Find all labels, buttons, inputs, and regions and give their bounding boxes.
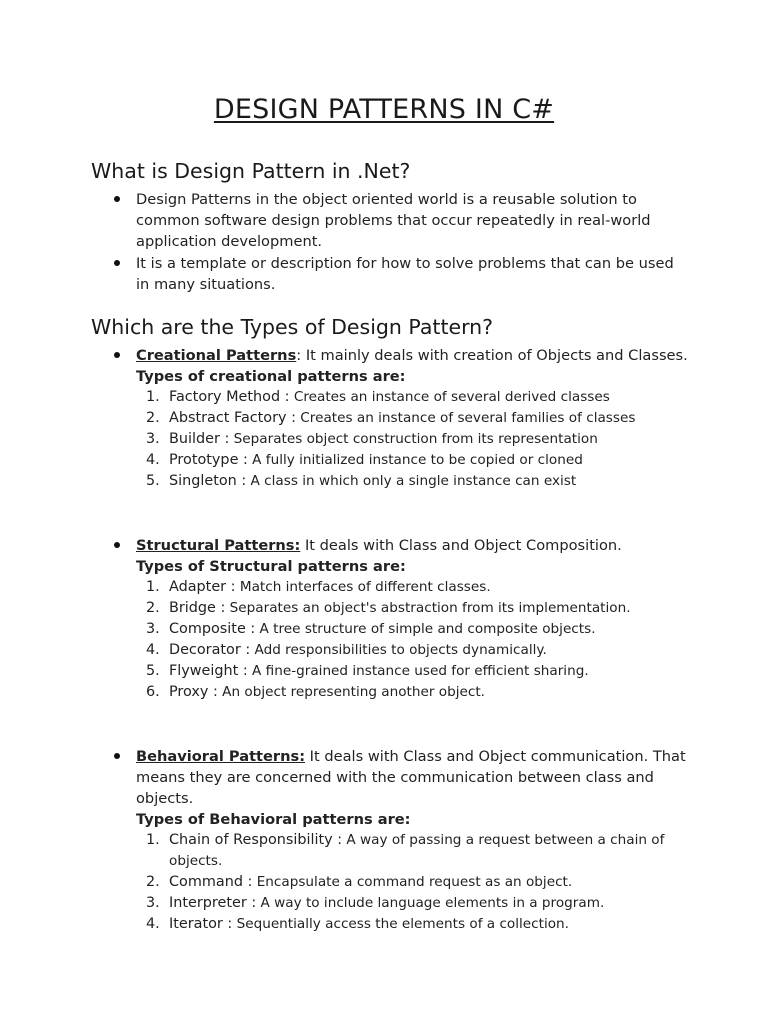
behavioral-summary: It deals with Class and Object communication. That means they are concerned with the communication between class and objects. [136, 748, 686, 807]
structural-subheading: Types of Structural patterns are: [136, 558, 406, 575]
bullet-icon [114, 753, 120, 759]
item-name: Prototype : [169, 452, 248, 468]
item-number: 4. [146, 916, 160, 932]
list-item [136, 408, 691, 429]
list-item [136, 640, 691, 661]
item-number: 5. [146, 663, 160, 679]
item-number: 3. [146, 431, 160, 447]
list-item [136, 682, 691, 703]
item-number: 6. [146, 684, 160, 700]
types-heading: Which are the Types of Design Pattern? [91, 315, 494, 339]
list-item [91, 253, 691, 295]
list-item [136, 619, 691, 640]
behavioral-subheading: Types of Behavioral patterns are: [136, 811, 411, 828]
item-name: Decorator : [169, 642, 251, 658]
list-item [91, 189, 691, 252]
list-item [136, 598, 691, 619]
list-item [136, 893, 691, 914]
list-item [136, 577, 691, 598]
document-title: DESIGN PATTERNS IN C# [213, 94, 555, 125]
item-name: Interpreter : [169, 895, 257, 911]
structural-group [91, 535, 691, 745]
list-item [136, 450, 691, 471]
intro-bullet-list [91, 189, 691, 295]
list-item [136, 661, 691, 682]
item-number: 1. [146, 579, 160, 595]
list-item [136, 429, 691, 450]
item-desc: A fine-grained instance used for efficient sharing. [247, 663, 589, 679]
creational-summary: It mainly deals with creation of Objects and Classes. [301, 347, 688, 364]
structural-list [136, 577, 691, 703]
item-name: Composite : [169, 621, 256, 637]
item-number: 3. [146, 895, 160, 911]
bullet-icon [114, 352, 120, 358]
types-bullet-list [91, 345, 691, 935]
creational-separator: : [296, 347, 302, 364]
intro-section [91, 158, 691, 296]
item-desc: A tree structure of simple and composite objects. [255, 621, 596, 637]
item-desc: Creates an instance of several derived classes [289, 389, 610, 405]
item-name: Singleton : [169, 473, 247, 489]
behavioral-group [91, 746, 691, 935]
list-item [136, 471, 691, 492]
item-name: Chain of Responsibility : [169, 832, 343, 848]
list-item [136, 872, 691, 893]
item-name: Iterator : [169, 916, 233, 932]
creational-subheading: Types of creational patterns are: [136, 368, 406, 385]
item-name: Proxy : [169, 684, 218, 700]
item-number: 2. [146, 600, 160, 616]
item-number: 4. [146, 452, 160, 468]
spacer [136, 492, 691, 534]
structural-name: Structural Patterns: [136, 537, 301, 554]
item-number: 1. [146, 389, 160, 405]
list-item [136, 914, 691, 935]
creational-name: Creational Patterns [136, 347, 297, 364]
list-item [136, 387, 691, 408]
item-desc: Creates an instance of several families of classes [295, 410, 636, 426]
types-section [91, 314, 691, 936]
item-number: 2. [146, 874, 160, 890]
item-number: 5. [146, 473, 160, 489]
behavioral-list [136, 830, 691, 935]
item-name: Builder : [169, 431, 230, 447]
intro-heading: What is Design Pattern in .Net? [91, 159, 411, 183]
item-desc: An object representing another object. [217, 684, 485, 700]
item-name: Abstract Factory : [169, 410, 296, 426]
item-desc: Match interfaces of different classes. [235, 579, 491, 595]
item-desc: A way of passing a request between a chain of objects. [169, 832, 665, 869]
item-desc: A fully initialized instance to be copied or cloned [247, 452, 583, 468]
bullet-icon [114, 260, 120, 266]
item-number: 2. [146, 410, 160, 426]
spacer [136, 703, 691, 745]
creational-list [136, 387, 691, 492]
item-number: 4. [146, 642, 160, 658]
list-item [136, 830, 691, 872]
intro-bullet-text: Design Patterns in the object oriented world is a reusable solution to common software design problems that occur repeatedly in real-world application development. [136, 191, 651, 250]
item-desc: Encapsulate a command request as an object. [252, 874, 573, 890]
behavioral-name: Behavioral Patterns: [136, 748, 306, 765]
item-desc: A way to include language elements in a program. [256, 895, 605, 911]
intro-bullet-text: It is a template or description for how to solve problems that can be used in many situations. [136, 255, 674, 293]
item-name: Flyweight : [169, 663, 248, 679]
bullet-icon [114, 196, 120, 202]
creational-group [91, 345, 691, 534]
item-desc: A class in which only a single instance can exist [246, 473, 577, 489]
item-name: Command : [169, 874, 253, 890]
item-number: 3. [146, 621, 160, 637]
item-name: Factory Method : [169, 389, 290, 405]
item-number: 1. [146, 832, 160, 848]
item-name: Adapter : [169, 579, 236, 595]
bullet-icon [114, 542, 120, 548]
item-desc: Sequentially access the elements of a collection. [232, 916, 569, 932]
item-desc: Separates object construction from its representation [229, 431, 598, 447]
structural-summary: It deals with Class and Object Composition. [300, 537, 622, 554]
item-desc: Add responsibilities to objects dynamically. [250, 642, 547, 658]
item-desc: Separates an object's abstraction from its implementation. [225, 600, 631, 616]
item-name: Bridge : [169, 600, 226, 616]
